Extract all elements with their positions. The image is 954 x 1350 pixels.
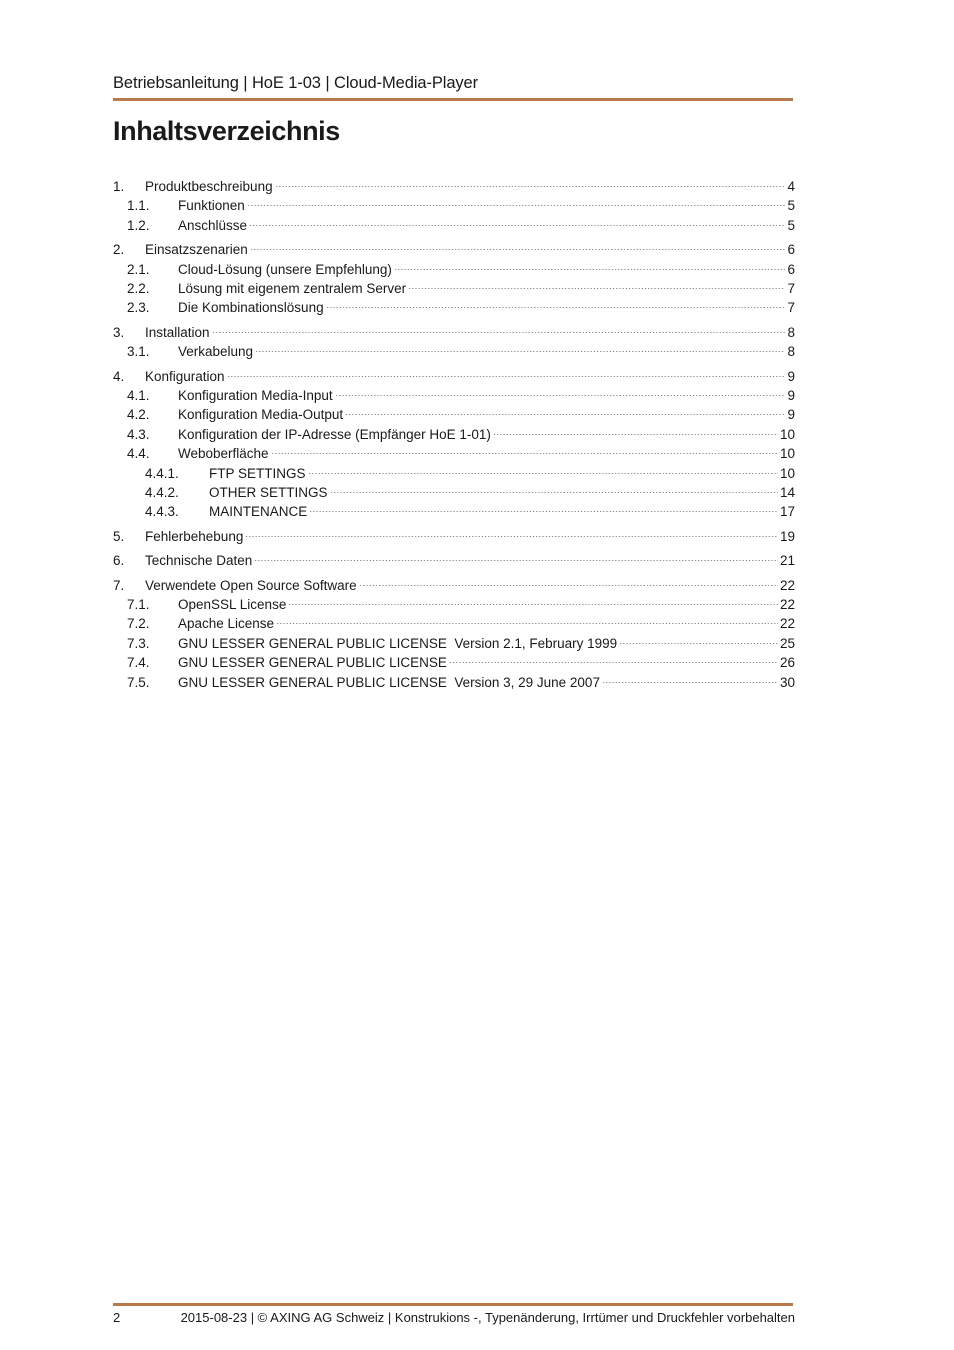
toc-entry-page: 9 bbox=[787, 407, 795, 423]
toc-entry-page: 9 bbox=[787, 388, 795, 403]
toc-dot-leader bbox=[250, 235, 786, 254]
toc-entry[interactable] bbox=[113, 211, 795, 233]
toc-dot-leader bbox=[326, 293, 786, 312]
toc-dot-leader bbox=[359, 571, 778, 590]
toc-dot-leader bbox=[335, 381, 786, 400]
toc-entry[interactable] bbox=[113, 478, 795, 500]
toc-entry-number: 2. bbox=[113, 242, 125, 258]
toc-entry-page: 6 bbox=[787, 242, 795, 258]
toc-entry[interactable] bbox=[113, 318, 795, 340]
toc-entry[interactable] bbox=[113, 629, 795, 651]
toc-entry-label: Cloud-Lösung (unsere Empfehlung) bbox=[178, 261, 392, 277]
toc-dot-leader bbox=[493, 420, 778, 439]
toc-dot-leader bbox=[276, 609, 778, 628]
toc-entry-page: 22 bbox=[779, 597, 795, 612]
toc-entry-page: 6 bbox=[787, 261, 795, 277]
toc-entry[interactable] bbox=[113, 648, 795, 671]
toc-entry-page: 8 bbox=[787, 324, 795, 340]
toc-dot-leader bbox=[275, 172, 786, 191]
toc-entry-label: GNU LESSER GENERAL PUBLIC LICENSE Version 3, 29 June 2007 bbox=[178, 674, 600, 690]
toc-dot-leader bbox=[330, 478, 778, 497]
toc-entry-label: Weboberfläche bbox=[178, 446, 269, 462]
toc-dot-leader bbox=[249, 211, 785, 230]
toc-entry-number: 5. bbox=[113, 528, 125, 544]
toc-entry[interactable] bbox=[113, 362, 795, 384]
toc-entry-number: 2.2. bbox=[127, 281, 150, 296]
toc-entry-label: Lösung mit eigenem zentralem Server bbox=[178, 281, 407, 296]
toc-entry-label: Verwendete Open Source Software bbox=[145, 577, 357, 593]
toc-entry-page: 17 bbox=[779, 504, 795, 520]
toc-entry-page: 30 bbox=[779, 674, 795, 690]
toc-entry-label: Anschlüsse bbox=[178, 217, 248, 233]
toc-dot-leader bbox=[245, 522, 778, 541]
toc-entry-label: Installation bbox=[145, 324, 210, 340]
toc-entry-page: 7 bbox=[787, 281, 795, 296]
header-rule bbox=[113, 98, 793, 101]
toc-dot-leader bbox=[288, 590, 778, 609]
toc-entry-page: 14 bbox=[779, 485, 795, 500]
toc-entry[interactable] bbox=[113, 546, 795, 569]
toc-dot-leader bbox=[255, 337, 785, 356]
toc-dot-leader bbox=[271, 439, 778, 458]
toc-dot-leader bbox=[345, 400, 785, 419]
toc-entry-label: GNU LESSER GENERAL PUBLIC LICENSE Version 2.1, February 1999 bbox=[178, 635, 618, 651]
toc-entry[interactable] bbox=[113, 459, 795, 481]
toc-entry[interactable] bbox=[113, 400, 795, 423]
toc-entry-page: 25 bbox=[779, 635, 795, 651]
toc-entry-number: 7.2. bbox=[127, 616, 150, 632]
toc-entry-label: FTP SETTINGS bbox=[209, 465, 306, 481]
toc-entry[interactable] bbox=[113, 191, 795, 214]
toc-entry[interactable] bbox=[113, 420, 795, 442]
toc-entry-label: Verkabelung bbox=[178, 344, 254, 360]
toc-entry-label: GNU LESSER GENERAL PUBLIC LICENSE bbox=[178, 655, 447, 671]
toc-entry-label: OpenSSL License bbox=[178, 597, 287, 612]
toc-entry-page: 21 bbox=[779, 553, 795, 569]
toc-entry-number: 4.4.3. bbox=[145, 504, 179, 520]
toc-dot-leader bbox=[619, 629, 778, 648]
toc-entry-page: 22 bbox=[779, 577, 795, 593]
toc-entry-number: 3. bbox=[113, 324, 125, 340]
toc-entry[interactable] bbox=[113, 381, 795, 403]
toc-entry-label: Einsatzszenarien bbox=[145, 242, 248, 258]
toc-dot-leader bbox=[408, 274, 785, 293]
toc-entry-label: Fehlerbehebung bbox=[145, 528, 244, 544]
toc-entry-page: 8 bbox=[787, 344, 795, 360]
toc-entry-label: Konfiguration Media-Input bbox=[178, 388, 333, 403]
toc-entry[interactable] bbox=[113, 571, 795, 593]
toc-entry-number: 7.4. bbox=[127, 655, 150, 671]
toc-entry[interactable] bbox=[113, 497, 795, 520]
toc-entry-page: 9 bbox=[787, 368, 795, 384]
toc-dot-leader bbox=[227, 362, 786, 381]
toc-entry-label: MAINTENANCE bbox=[209, 504, 308, 520]
toc-entry-number: 6. bbox=[113, 553, 125, 569]
toc-entry[interactable] bbox=[113, 439, 795, 462]
toc-entry[interactable] bbox=[113, 337, 795, 360]
toc-dot-leader bbox=[247, 191, 786, 210]
page-title: Inhaltsverzeichnis bbox=[113, 116, 340, 146]
footer-rule bbox=[113, 1303, 793, 1306]
toc-entry-number: 7.1. bbox=[127, 597, 150, 612]
toc-entry-label: Konfiguration Media-Output bbox=[178, 407, 344, 423]
toc-entry-page: 7 bbox=[787, 300, 795, 316]
toc-entry-label: Die Kombinationslösung bbox=[178, 300, 324, 316]
toc-entry-number: 4.4. bbox=[127, 446, 150, 462]
toc-entry[interactable] bbox=[113, 172, 795, 194]
toc-entry-number: 1.2. bbox=[127, 217, 150, 233]
toc-entry-number: 4.3. bbox=[127, 426, 150, 442]
toc-entry-number: 4.1. bbox=[127, 388, 150, 403]
toc-dot-leader bbox=[254, 546, 778, 565]
toc-entry-label: Funktionen bbox=[178, 198, 245, 214]
toc-entry-number: 4.2. bbox=[127, 407, 150, 423]
toc-entry-number: 1. bbox=[113, 179, 125, 194]
toc-entry[interactable] bbox=[113, 522, 795, 544]
toc-entry[interactable] bbox=[113, 255, 795, 277]
toc-dot-leader bbox=[212, 318, 786, 337]
toc-entry-label: OTHER SETTINGS bbox=[209, 485, 328, 500]
toc-entry[interactable] bbox=[113, 668, 795, 690]
footer-text: 2015-08-23 | © AXING AG Schweiz | Konstrukions -, Typenänderung, Irrtümer und Druckfehler vorbehalten bbox=[180, 1310, 795, 1325]
toc-entry-page: 4 bbox=[787, 179, 795, 194]
toc-dot-leader bbox=[309, 497, 778, 516]
toc-entry-number: 4.4.2. bbox=[145, 485, 179, 500]
toc-entry-page: 22 bbox=[779, 616, 795, 632]
running-header: Betriebsanleitung | HoE 1-03 | Cloud-Media-Player bbox=[113, 74, 479, 92]
toc-entry-page: 10 bbox=[779, 465, 795, 481]
toc-entry-label: Konfiguration bbox=[145, 368, 225, 384]
toc-entry[interactable] bbox=[113, 590, 795, 612]
toc-entry-number: 4. bbox=[113, 368, 125, 384]
toc-entry[interactable] bbox=[113, 293, 795, 316]
toc-entry-page: 5 bbox=[787, 198, 795, 214]
toc-entry-page: 10 bbox=[779, 426, 795, 442]
toc-entry-page: 26 bbox=[779, 655, 795, 671]
toc-entry-number: 2.1. bbox=[127, 261, 150, 277]
toc-entry-label: Produktbeschreibung bbox=[145, 179, 273, 194]
toc-entry-page: 5 bbox=[787, 217, 795, 233]
toc-entry[interactable] bbox=[113, 274, 795, 296]
toc-entry-number: 1.1. bbox=[127, 198, 150, 214]
toc-entry-number: 7. bbox=[113, 577, 125, 593]
toc-entry[interactable] bbox=[113, 609, 795, 632]
toc-entry-number: 4.4.1. bbox=[145, 465, 179, 481]
toc-dot-leader bbox=[308, 459, 778, 478]
toc-entry-number: 7.3. bbox=[127, 635, 150, 651]
toc-entry-number: 7.5. bbox=[127, 674, 150, 690]
toc-entry-number: 2.3. bbox=[127, 300, 150, 316]
toc-dot-leader bbox=[394, 255, 786, 274]
toc-entry-number: 3.1. bbox=[127, 344, 150, 360]
toc-entry-label: Technische Daten bbox=[145, 553, 253, 569]
toc-dot-leader bbox=[449, 648, 778, 667]
toc-entry[interactable] bbox=[113, 235, 795, 258]
toc-entry-label: Konfiguration der IP-Adresse (Empfänger HoE 1-01) bbox=[178, 426, 491, 442]
toc-entry-page: 19 bbox=[779, 528, 795, 544]
toc-entry-page: 10 bbox=[779, 446, 795, 462]
footer-page-number: 2 bbox=[113, 1310, 121, 1325]
toc-dot-leader bbox=[602, 668, 778, 687]
toc-entry-label: Apache License bbox=[178, 616, 275, 632]
